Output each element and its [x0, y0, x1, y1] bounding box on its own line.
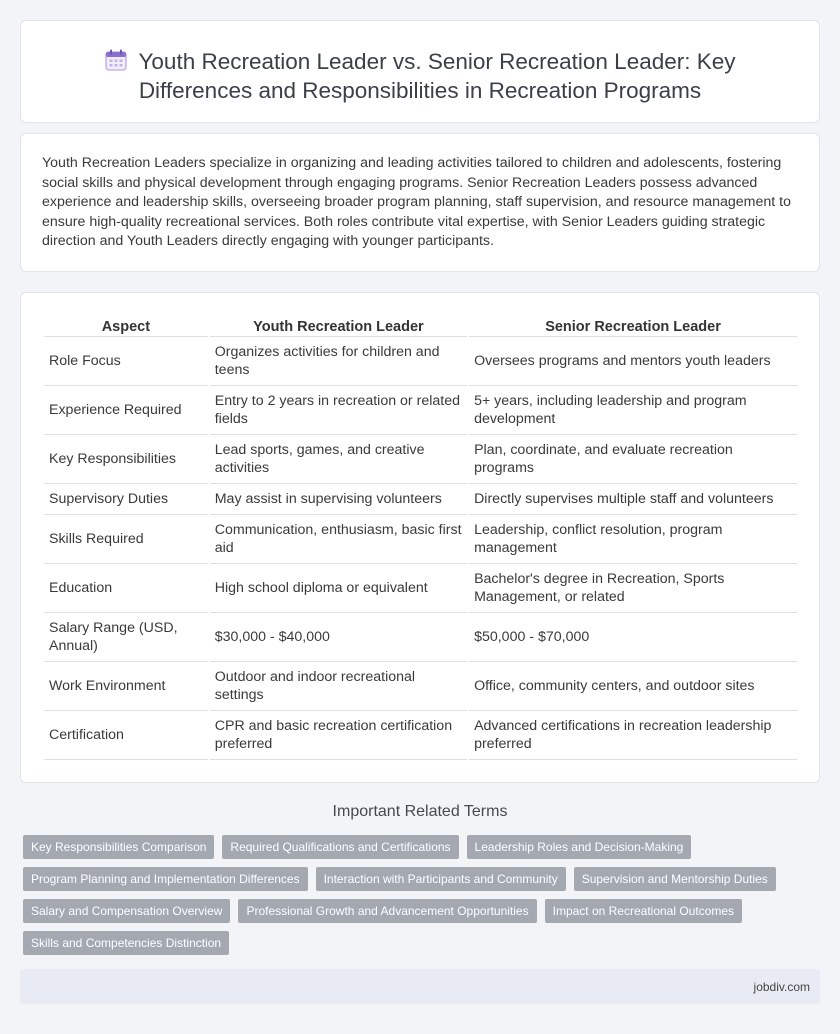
table-cell: Plan, coordinate, and evaluate recreation programs — [469, 435, 797, 484]
table-cell: Work Environment — [44, 662, 208, 711]
intro-paragraph: Youth Recreation Leaders specialize in organizing and leading activities tailored to children and adolescents, fostering social skills and physical development through engaging programs. Senior Recreation Leaders possess advanced experience and leadership skills, overseeing broader program planning, staff supervision, and resource management to ensure high-quality recreational services. Both roles contribute vital expertise, with Senior Leaders guiding strategic direction and Youth Leaders directly engaging with younger participants. — [42, 155, 791, 250]
column-header-aspect: Aspect — [44, 313, 208, 337]
table-cell: Bachelor's degree in Recreation, Sports Management, or related — [469, 564, 797, 613]
table-row — [44, 662, 797, 711]
page-title — [61, 47, 779, 105]
table-cell: Advanced certifications in recreation leadership preferred — [469, 711, 797, 760]
table-row — [44, 435, 797, 484]
table-cell: Skills Required — [44, 515, 208, 564]
footer — [20, 969, 820, 1004]
table-cell: Organizes activities for children and teens — [210, 337, 467, 386]
table-row — [44, 337, 797, 386]
table-cell: Role Focus — [44, 337, 208, 386]
table-row — [44, 515, 797, 564]
table-cell: Communication, enthusiasm, basic first aid — [210, 515, 467, 564]
related-term-tag[interactable]: Salary and Compensation Overview — [23, 899, 230, 923]
related-terms-list — [23, 835, 820, 955]
table-row — [44, 564, 797, 613]
calendar-icon — [104, 48, 128, 72]
table-cell: Certification — [44, 711, 208, 760]
table-cell: High school diploma or equivalent — [210, 564, 467, 613]
table-cell: Key Responsibilities — [44, 435, 208, 484]
table-cell: $30,000 - $40,000 — [210, 613, 467, 662]
column-header-senior: Senior Recreation Leader — [469, 313, 797, 337]
footer-site-link[interactable]: jobdiv.com — [753, 980, 810, 994]
table-cell: Experience Required — [44, 386, 208, 435]
table-cell: 5+ years, including leadership and program development — [469, 386, 797, 435]
related-term-tag[interactable]: Required Qualifications and Certifications — [222, 835, 458, 859]
related-term-tag[interactable]: Leadership Roles and Decision-Making — [467, 835, 692, 859]
related-term-tag[interactable]: Supervision and Mentorship Duties — [574, 867, 776, 891]
table-cell: Entry to 2 years in recreation or related fields — [210, 386, 467, 435]
related-term-tag[interactable]: Program Planning and Implementation Differences — [23, 867, 308, 891]
related-term-tag[interactable]: Key Responsibilities Comparison — [23, 835, 214, 859]
table-cell: Salary Range (USD, Annual) — [44, 613, 208, 662]
table-cell: $50,000 - $70,000 — [469, 613, 797, 662]
table-cell: CPR and basic recreation certification preferred — [210, 711, 467, 760]
intro-card — [20, 133, 820, 272]
table-row — [44, 386, 797, 435]
table-header-row — [44, 313, 797, 337]
table-cell: May assist in supervising volunteers — [210, 484, 467, 515]
table-cell: Supervisory Duties — [44, 484, 208, 515]
page-title-text: Youth Recreation Leader vs. Senior Recreation Leader: Key Differences and Responsibilities in Recreation Programs — [138, 49, 736, 103]
table-row — [44, 711, 797, 760]
comparison-card — [20, 292, 820, 783]
table-cell: Lead sports, games, and creative activities — [210, 435, 467, 484]
table-cell: Leadership, conflict resolution, program management — [469, 515, 797, 564]
related-term-tag[interactable]: Impact on Recreational Outcomes — [545, 899, 742, 923]
table-cell: Office, community centers, and outdoor sites — [469, 662, 797, 711]
table-cell: Directly supervises multiple staff and volunteers — [469, 484, 797, 515]
comparison-table — [42, 313, 799, 760]
column-header-youth: Youth Recreation Leader — [210, 313, 467, 337]
related-terms-heading: Important Related Terms — [332, 803, 508, 820]
related-term-tag[interactable]: Skills and Competencies Distinction — [23, 931, 229, 955]
table-cell: Education — [44, 564, 208, 613]
table-row — [44, 484, 797, 515]
table-cell: Outdoor and indoor recreational settings — [210, 662, 467, 711]
table-cell: Oversees programs and mentors youth leaders — [469, 337, 797, 386]
related-term-tag[interactable]: Interaction with Participants and Community — [316, 867, 566, 891]
related-term-tag[interactable]: Professional Growth and Advancement Opportunities — [238, 899, 536, 923]
title-card — [20, 20, 820, 123]
table-row — [44, 613, 797, 662]
